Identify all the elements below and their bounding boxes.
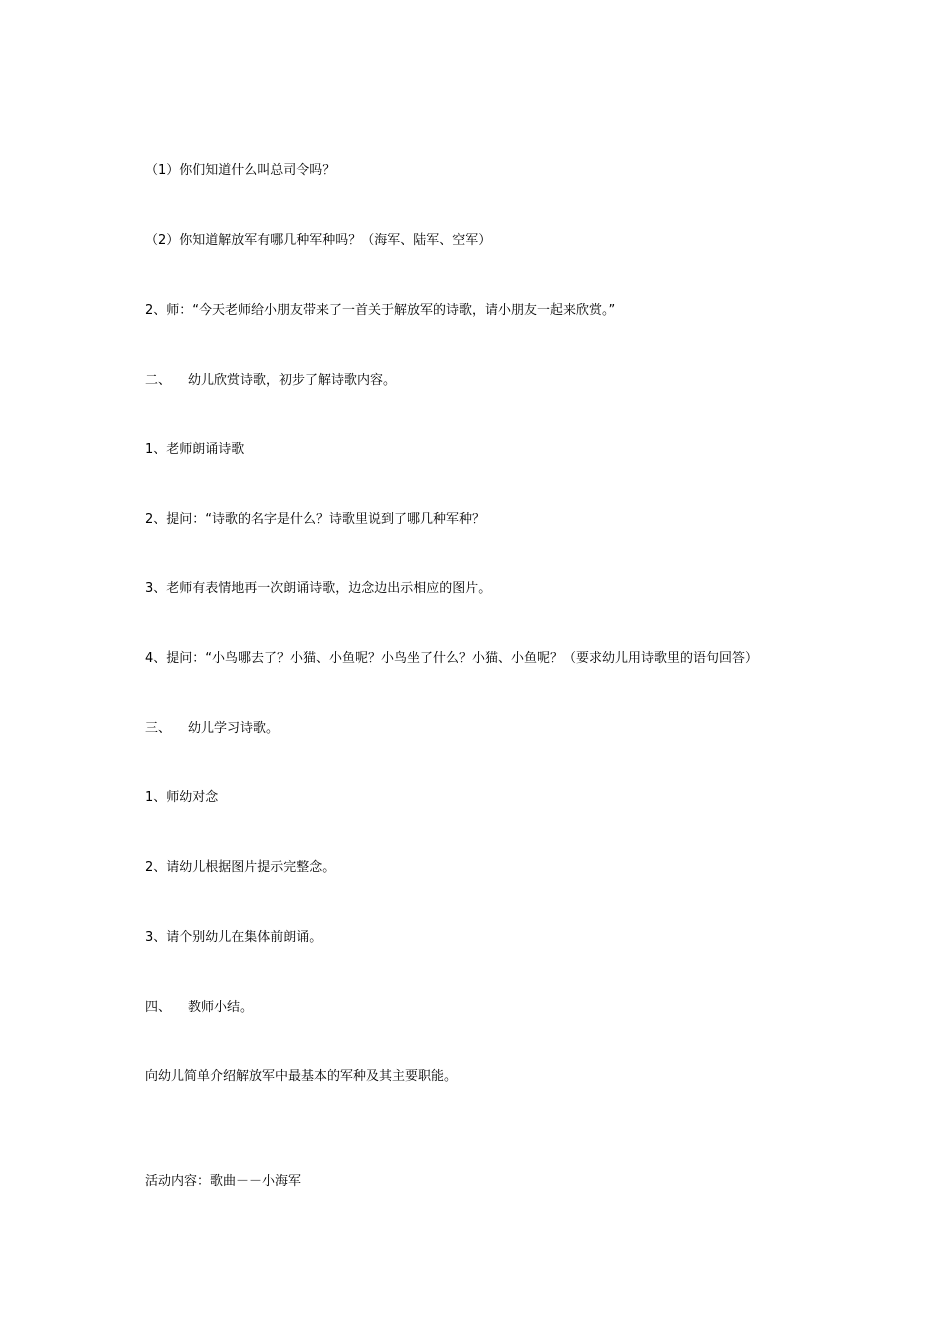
section-two-title: 幼儿欣赏诗歌，初步了解诗歌内容。 [188,373,397,388]
step-question-birds: 4、提问：“小鸟哪去了？小猫、小鱼呢？小鸟坐了什么？小猫、小鱼呢？（要求幼儿用诗歌里的语句回答） [145,651,759,666]
section-four-title: 教师小结。 [188,1000,254,1015]
activity-content: 活动内容：歌曲－－小海军 [145,1174,302,1189]
summary-text: 向幼儿简单介绍解放军中最基本的军种及其主要职能。 [145,1069,458,1084]
section-two-number: 二、 [145,373,172,388]
step-dialogue-recite: 1、师幼对念 [145,790,219,805]
step-picture-recite: 2、请幼儿根据图片提示完整念。 [145,860,336,875]
step-question-name: 2、提问：“诗歌的名字是什么？诗歌里说到了哪几种军种？ [145,512,486,527]
step-recite-poem: 1、老师朗诵诗歌 [145,442,245,457]
section-two-heading [145,372,396,390]
question-1: （1）你们知道什么叫总司令吗？ [145,163,336,178]
section-four-number: 四、 [145,1000,172,1015]
step-recite-again: 3、老师有表情地再一次朗诵诗歌，边念边出示相应的图片。 [145,581,492,596]
section-three-number: 三、 [145,721,172,736]
question-2: （2）你知道解放军有哪几种军种吗？（海军、陆军、空军） [145,233,492,248]
section-four-heading [145,999,253,1017]
section-three-heading [145,720,279,738]
teacher-intro: 2、师：“今天老师给小朋友带来了一首关于解放军的诗歌，请小朋友一起来欣赏。” [145,303,616,318]
step-individual-recite: 3、请个别幼儿在集体前朗诵。 [145,930,323,945]
section-three-title: 幼儿学习诗歌。 [188,721,280,736]
